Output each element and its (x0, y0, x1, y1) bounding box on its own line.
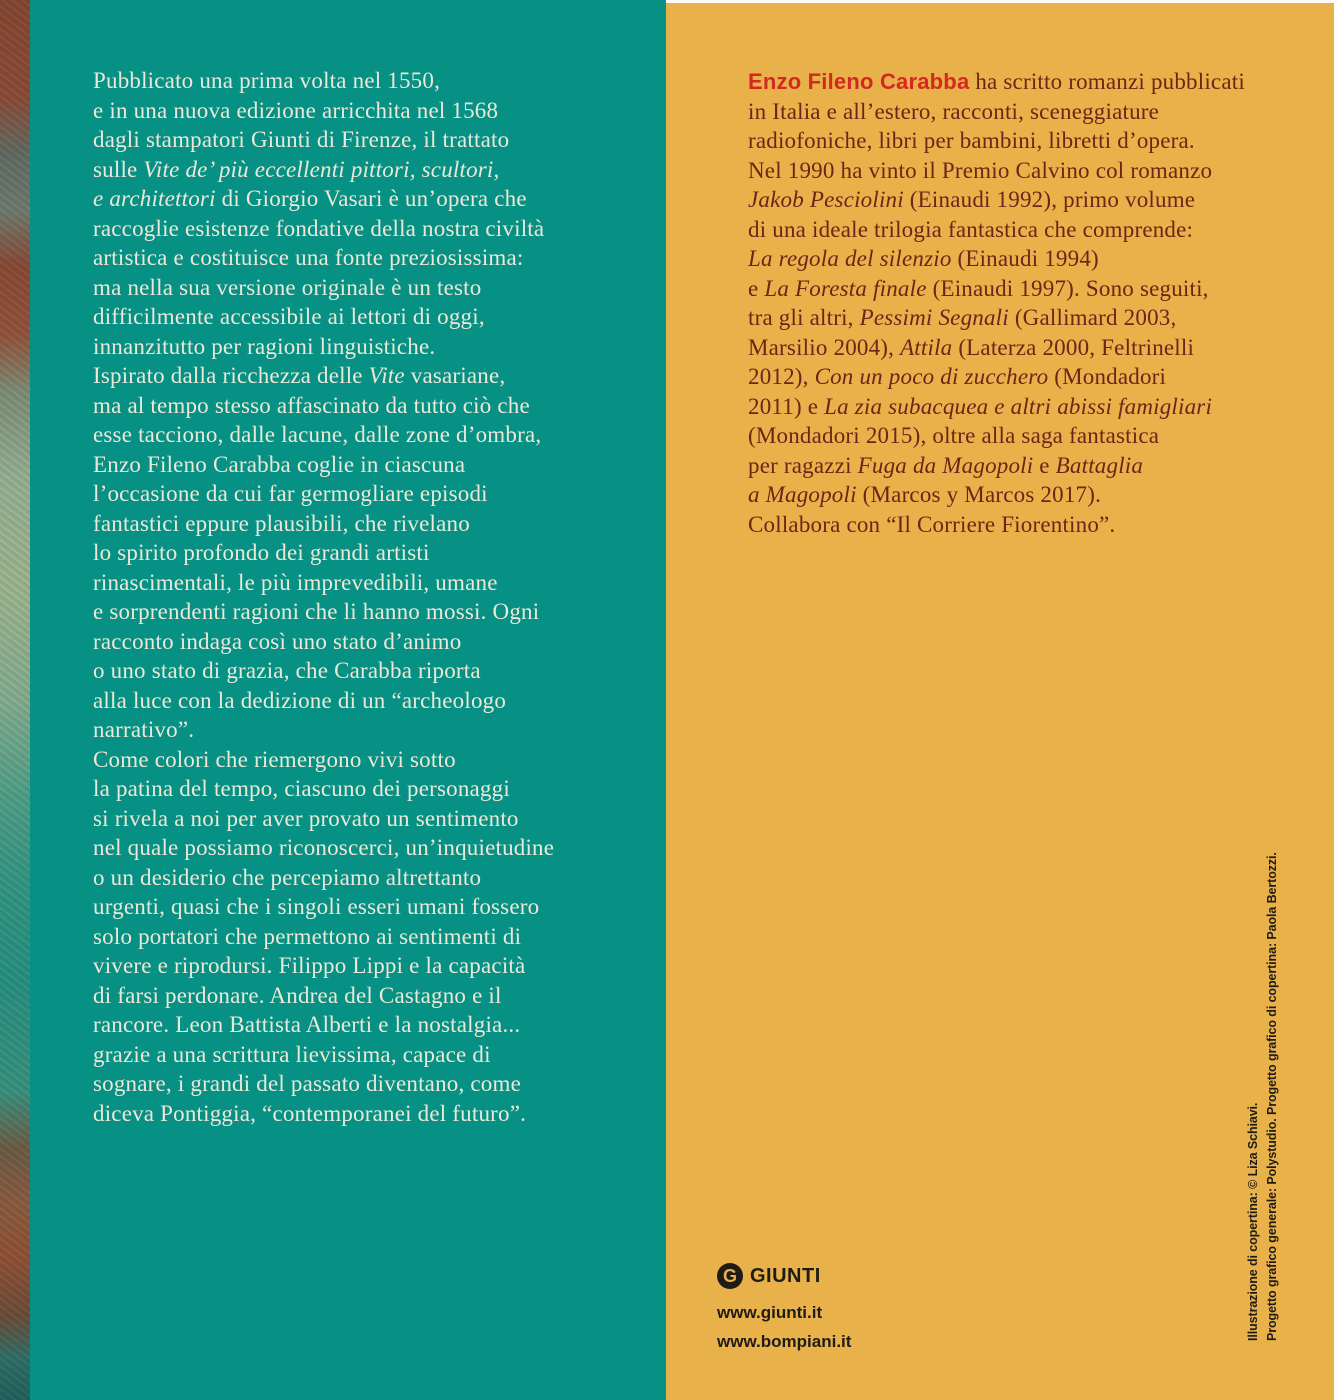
text-line: nel quale possiamo riconoscerci, un’inquietudine (93, 835, 555, 860)
text-line: rancore. Leon Battista Alberti e la nostalgia... (93, 1012, 521, 1037)
right-flap-panel (666, 0, 1334, 1400)
text-line: e architettori di Giorgio Vasari è un’opera che (93, 186, 527, 211)
credit-design: Progetto grafico generale: Polystudio. Progetto grafico di copertina: Paola Bertozzi. (1265, 852, 1279, 1341)
text-line: racconto indaga così uno stato d’animo (93, 628, 462, 654)
text-line: rinascimentali, le più imprevedibili, umane (93, 569, 498, 595)
text-line: vivere e riprodursi. Filippo Lippi e la capacità (93, 953, 526, 978)
text-line: Jakob Pesciolini (Einaudi 1992), primo volume (748, 187, 1196, 212)
text-line: 2011) e La zia subacquea e altri abissi famigliari (748, 393, 1213, 419)
cover-art-strip (0, 0, 30, 1400)
left-flap-text (93, 66, 638, 1128)
text-line: o un desiderio che percepiamo altrettanto (93, 864, 482, 890)
text-line: sognare, i grandi del passato diventano, come (93, 1071, 521, 1096)
giunti-logo-icon: G (717, 1263, 743, 1289)
text-line: la patina del tempo, ciascuno dei personaggi (93, 776, 510, 801)
text-line: e in una nuova edizione arricchita nel 1568 (93, 97, 499, 123)
text-line: per ragazzi Fuga da Magopoli e Battaglia (748, 452, 1144, 478)
publisher-logo (717, 1263, 851, 1289)
text-line: radiofoniche, libri per bambini, libretti d’opera. (748, 128, 1195, 153)
text-line: Enzo Fileno Carabba ha scritto romanzi pubblicati (748, 69, 1245, 94)
text-line: Collabora con “Il Corriere Fiorentino”. (748, 511, 1116, 537)
text-line: grazie a una scrittura lievissima, capace di (93, 1041, 491, 1067)
text-line: narrativo”. (93, 717, 195, 742)
text-line: solo portatori che permettono ai sentimenti di (93, 923, 522, 949)
text-line: esse tacciono, dalle lacune, dalle zone d’ombra, (93, 422, 542, 447)
text-line: o uno stato di grazia, che Carabba riporta (93, 658, 481, 683)
text-line: Pubblicato una prima volta nel 1550, (93, 68, 441, 93)
publisher-block (717, 1263, 851, 1356)
text-line: ma nella sua versione originale è un testo (93, 274, 482, 300)
text-line: tra gli altri, Pessimi Segnali (Gallimard 2003, (748, 305, 1177, 330)
text-line: artistica e costituisce una fonte preziosissima: (93, 245, 524, 270)
text-line: si rivela a noi per aver provato un sentimento (93, 805, 519, 831)
text-line: di farsi perdonare. Andrea del Castagno e il (93, 982, 502, 1008)
text-line: dagli stampatori Giunti di Firenze, il trattato (93, 127, 510, 152)
author-bio-text (748, 67, 1278, 539)
text-line: sulle Vite de’ più eccellenti pittori, scultori, (93, 156, 500, 182)
text-line: La regola del silenzio (Einaudi 1994) (748, 246, 1099, 271)
text-line: e sorprendenti ragioni che li hanno mossi. Ogni (93, 599, 540, 624)
left-flap-panel (30, 0, 666, 1400)
text-line: (Mondadori 2015), oltre alla saga fantastica (748, 423, 1160, 448)
text-line: ma al tempo stesso affascinato da tutto ciò che (93, 392, 530, 418)
text-line: lo spirito profondo dei grandi artisti (93, 540, 430, 565)
text-line: 2012), Con un poco di zucchero (Mondadori (748, 364, 1167, 389)
publisher-url-bompiani: www.bompiani.it (717, 1332, 852, 1351)
text-line: alla luce con la dedizione di un “archeologo (93, 687, 507, 713)
design-credits (1244, 821, 1282, 1341)
text-line: Ispirato dalla ricchezza delle Vite vasariane, (93, 363, 506, 388)
text-line: a Magopoli (Marcos y Marcos 2017). (748, 482, 1102, 507)
publisher-url-giunti: www.giunti.it (717, 1303, 823, 1322)
text-line: fantastici eppure plausibili, che rivelano (93, 510, 470, 536)
text-line: urgenti, quasi che i singoli esseri umani fossero (93, 894, 540, 919)
text-line: difficilmente accessibile ai lettori di oggi, (93, 304, 485, 329)
text-line: l’occasione da cui far germogliare episodi (93, 481, 488, 506)
text-line: raccoglie esistenze fondative della nostra civiltà (93, 215, 545, 241)
text-line: Come colori che riemergono vivi sotto (93, 746, 456, 772)
text-line: Marsilio 2004), Attila (Laterza 2000, Feltrinelli (748, 334, 1195, 360)
text-line: Enzo Fileno Carabba coglie in ciascuna (93, 451, 466, 477)
publisher-name: GIUNTI (750, 1264, 821, 1287)
text-line: diceva Pontiggia, “contemporanei del futuro”. (93, 1100, 527, 1126)
credit-illustration: Illustrazione di copertina: © Liza Schiavi. (1246, 1102, 1260, 1341)
text-line: in Italia e all’estero, racconti, sceneggiature (748, 98, 1160, 124)
text-line: di una ideale trilogia fantastica che comprende: (748, 216, 1194, 242)
text-line: e La Foresta finale (Einaudi 1997). Sono seguiti, (748, 275, 1209, 301)
text-line: Nel 1990 ha vinto il Premio Calvino col romanzo (748, 157, 1213, 183)
text-line: innanzitutto per ragioni linguistiche. (93, 333, 436, 359)
